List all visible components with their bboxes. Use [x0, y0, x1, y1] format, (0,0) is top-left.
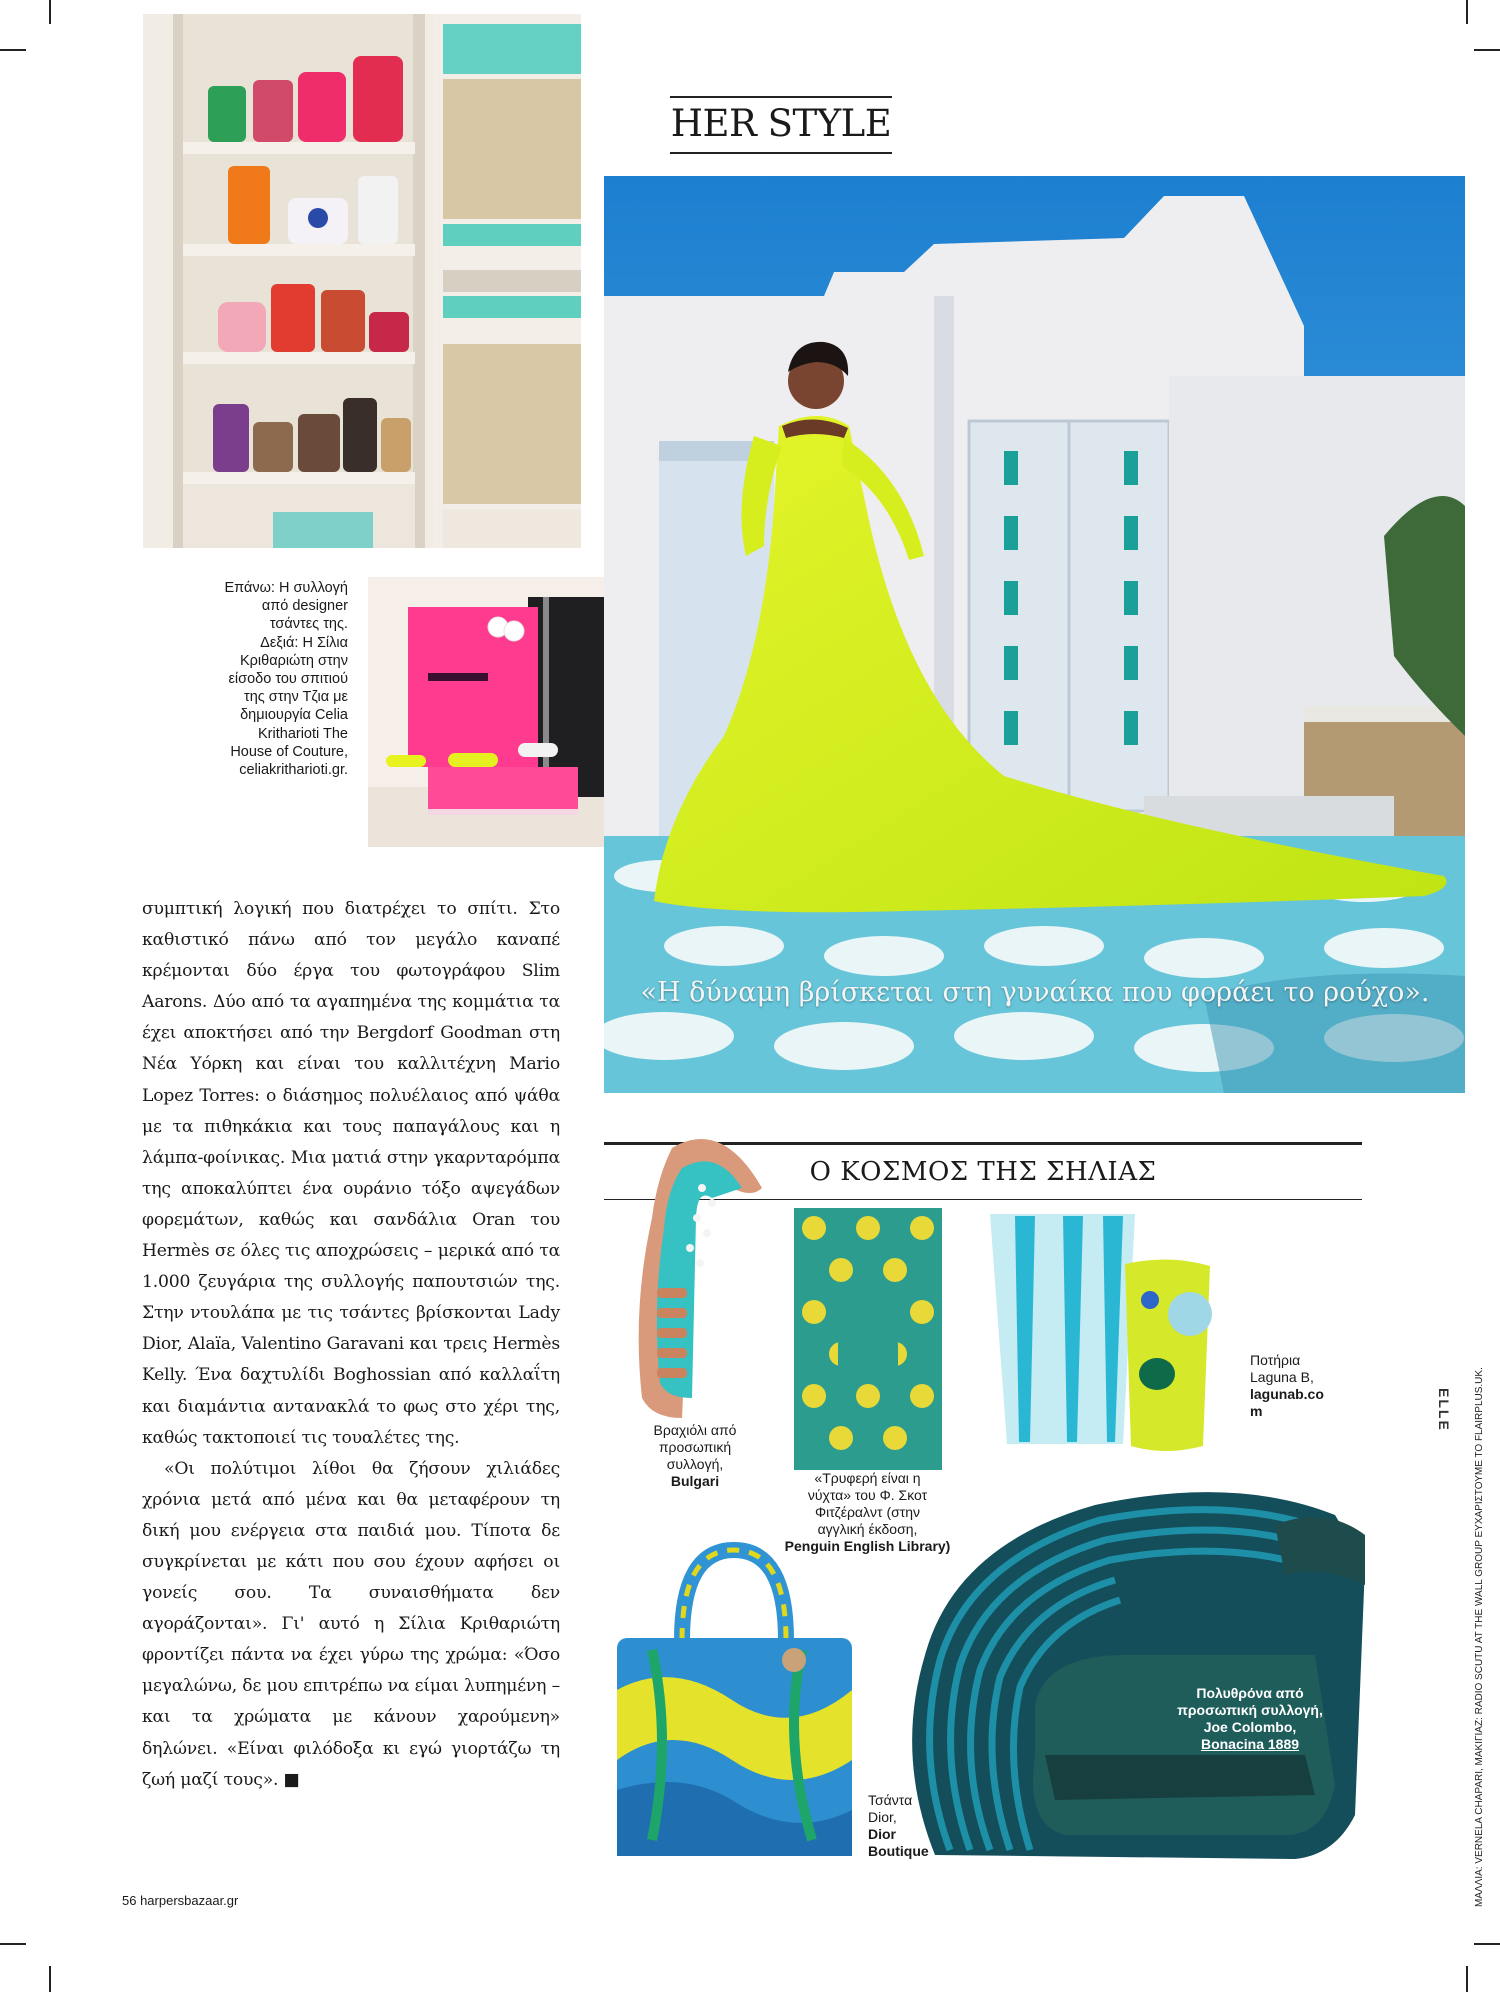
caption-line: House of Couture,	[230, 743, 348, 760]
article-body	[142, 894, 560, 1796]
body-paragraph: συμπτική λογική που διατρέχει το σπίτι. Στο καθιστικό πάνω από τον μεγάλο καναπέ κρέμονται δύο έργα του φωτογράφου Slim Aarons. Δύο από τα αγαπημένα της κομμάτια τα έχει αποκτήσει από την Bergdorf Goodman στη Νέα Υόρκη και είναι του καλλιτέχνη Mario Lopez Torres: ο διάσημος πολυέλαιος από ψάθα με τα πιθηκάκια και τους παπαγάλους και η λάμπα-φοίνικας. Μια ματιά στην γκαρνταρόμπα της αποκαλύπτει ένα ουράνιο τόξο αψεγάδων φορεμάτων, καθώς και σανδάλια Oran του Hermès σε όλες τις αποχρώσεις – μερικά από τα 1.000 ζευγάρια της συλλογής παπουτσιών της. Στην ντουλάπα με τις τσάντες βρίσκονται Lady Dior, Alaïa, Valentino Garavani και τρεις Hermès Kelly. Ένα δαχτυλίδι Boghossian από καλλαΐτη και διαμάντια αντανακλά το φως στο χέρι της, καθώς τακτοποιεί τις τουαλέτες της.	[142, 899, 560, 1448]
caption-line: Κριθαριώτη στην	[240, 652, 348, 669]
caption-line: προσωπική συλλογή,	[1177, 1702, 1323, 1718]
caption-line: προσωπική	[658, 1439, 732, 1455]
caption-line: Φιτζέραλντ (στην	[814, 1504, 921, 1520]
edge-tab: ELLE	[1436, 1388, 1452, 1432]
caption-line: «Τρυφερή είναι η	[814, 1470, 921, 1486]
crop-mark	[49, 1966, 51, 1992]
caption-line: νύχτα» του Φ. Σκοτ	[807, 1487, 928, 1503]
body-paragraph: «Οι πολύτιμοι λίθοι θα ζήσουν χιλιάδες χρόνια μετά από μένα και θα μεταφέρουν τη δική μου ενέργεια στα παιδιά μου. Τίποτα δε συγκρίνεται με κάτι που σου έχουν αφήσει οι γονείς σου. Τα συναισθήματα δεν αγοράζονται». Γι' αυτό η Σίλια Κριθαριώτη φροντίζει πάντα να έχει γύρω της χρώμα: «Όσο μεγαλώνω, δε μου επιτρέπω να είμαι λυπημένη – και τα χρώματα με κάνουν χαρούμενη» δηλώνει. «Είναι φιλόδοξα κι εγώ γιορτάζω τη ζωή μαζί τους». ■	[142, 1458, 560, 1790]
caption-line: Επάνω: Η συλλογή	[224, 580, 348, 596]
main-gown-photo	[604, 176, 1465, 1093]
crop-mark	[1466, 0, 1468, 24]
crop-mark	[1466, 1966, 1468, 1992]
caption-line: αγγλική έκδοση,	[817, 1521, 918, 1537]
caption-line: της στην Τζια με	[243, 689, 348, 706]
section-rule-top	[670, 96, 892, 98]
bracelet-product-image	[612, 1128, 782, 1428]
glasses-caption	[1250, 1352, 1330, 1420]
caption-line: Ποτήρια	[1250, 1352, 1301, 1368]
caption-brand: Penguin English Library)	[784, 1538, 951, 1554]
glasses-product-image	[985, 1204, 1220, 1454]
caption-brand: lagunab.com	[1250, 1386, 1324, 1419]
crop-mark	[0, 1943, 26, 1945]
caption-brand: Bonacina 1889	[1200, 1736, 1300, 1752]
caption-line: Δεξιά: Η Σίλια	[260, 634, 348, 651]
caption-line: τσάντες της.	[269, 616, 348, 633]
caption-line: celiakritharioti.gr.	[239, 762, 348, 779]
crop-mark	[0, 49, 26, 51]
caption-line: Laguna B,	[1250, 1369, 1314, 1385]
caption-brand: Dior Boutique	[868, 1826, 929, 1859]
bag-product-image	[612, 1540, 857, 1858]
caption-brand: Bulgari	[670, 1473, 720, 1489]
caption-line: συλλογή,	[666, 1456, 724, 1472]
pink-book-photo	[368, 577, 620, 847]
caption-line: Πολυθρόνα από	[1196, 1685, 1304, 1701]
caption-line: Kritharioti The	[258, 725, 348, 742]
book-product-image	[794, 1208, 942, 1470]
crop-mark	[1474, 49, 1500, 51]
crop-mark	[49, 0, 51, 24]
caption-line: Βραχιόλι από	[653, 1422, 737, 1438]
section-title: HER STYLE	[670, 102, 892, 145]
page-folio: 56 harpersbazaar.gr	[122, 1893, 239, 1908]
caption-line: δημιουργία Celia	[240, 707, 348, 724]
bracelet-caption	[610, 1422, 780, 1490]
caption-line: Dior,	[868, 1809, 897, 1825]
handbag-shelves-photo	[143, 14, 581, 548]
caption-line: είσοδο του σπιτιού	[228, 671, 348, 688]
caption-line: Τσάντα	[868, 1792, 913, 1808]
armchair-product-image	[895, 1455, 1385, 1867]
section-rule-bottom	[670, 152, 892, 154]
caption-line: από designer	[261, 598, 348, 615]
sidebar-title: Ο ΚΟΣΜΟΣ ΤΗΣ ΣΗΛΙΑΣ	[809, 1157, 1157, 1187]
pull-quote: «Η δύναμη βρίσκεται στη γυναίκα που φοράει το ρούχο».	[640, 977, 1430, 1008]
caption-line: Joe Colombo,	[1203, 1719, 1297, 1735]
crop-mark	[1474, 1943, 1500, 1945]
armchair-caption	[1150, 1685, 1350, 1753]
photo-credits: ΜΑΛΛΙΑ: VERNELA CHAPARI, ΜΑΚΙΓΙΑΖ: RADIO SCUTU AT THE WALL GROUP ΕΥΧΑΡΙΣΤΟΥΜΕ ΤΟ FLAIRPLUS.UK.	[1474, 1367, 1485, 1907]
photo-caption	[150, 579, 348, 779]
